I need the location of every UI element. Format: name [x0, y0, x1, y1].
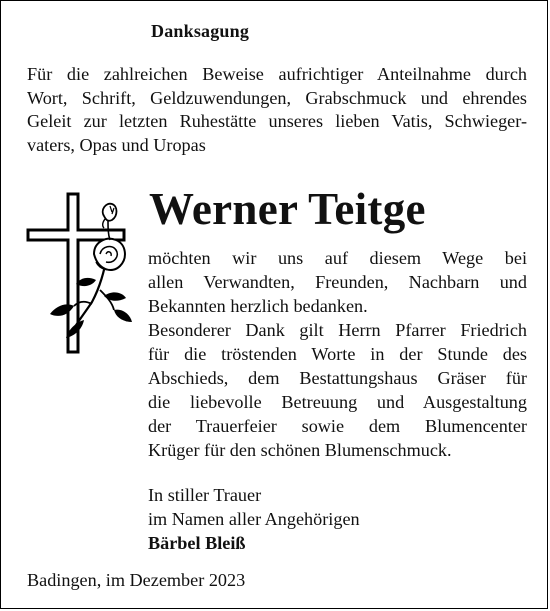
place-date: Badingen, im Dezember 2023 [27, 570, 246, 590]
intro-line: Geleit zur letzten Ruhestätte unseres lieben Vatis, Schwieger- [27, 111, 527, 131]
thanks-paragraph [148, 246, 527, 462]
intro-line: Wort, Schrift, Geldzuwendungen, Grabschmuck und ehrendes [27, 87, 527, 108]
intro-paragraph [27, 63, 527, 157]
intro-line: Für die zahlreichen Beweise aufrichtiger Anteilnahme durch [27, 64, 527, 84]
intro-line: vaters, Opas und Uropas [27, 134, 206, 155]
body-line: Krüger für den schönen Blumenschmuck. [148, 440, 452, 460]
closing-line: im Namen aller Angehörigen [148, 509, 360, 529]
body-line: der Trauerfeier sowie dem Blumencenter [148, 416, 527, 436]
closing-block [148, 483, 360, 555]
deceased-name: Werner Teitge [149, 184, 426, 234]
body-line: Besonderer Dank gilt Herrn Pfarrer Friedrich [148, 320, 527, 340]
body-line: möchten wir uns auf diesem Wege bei [148, 248, 527, 268]
closing-line: In stiller Trauer [148, 485, 262, 505]
body-line: die liebevolle Betreuung und Ausgestaltung [148, 392, 527, 412]
cross-with-rose-icon [26, 192, 136, 357]
body-line: für die tröstenden Worte in der Stunde des [148, 344, 527, 364]
signer-name: Bärbel Bleiß [148, 533, 246, 553]
notice-heading: Danksagung [151, 21, 250, 41]
body-line: allen Verwandten, Freunden, Nachbarn und [148, 272, 527, 292]
body-line: Bekannten herzlich bedanken. [148, 296, 368, 316]
body-line: Abschieds, dem Bestattungshaus Gräser für [148, 368, 527, 388]
